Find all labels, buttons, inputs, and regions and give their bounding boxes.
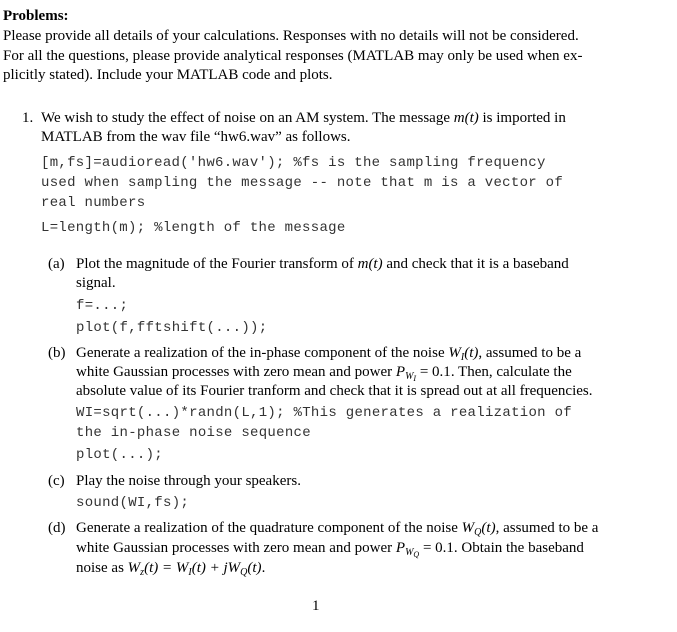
part-b-line-2-end: . Then, calculate the: [450, 364, 572, 380]
part-d-line-2-math: P: [395, 540, 406, 556]
part-b-line-2-subsub: I: [413, 374, 417, 383]
part-b-line-1: [76, 345, 581, 363]
part-a-line-2: signal.: [76, 275, 116, 291]
part-b-line-2: [76, 364, 572, 383]
problem-number: 1.: [22, 110, 34, 126]
part-b-line-2-sub: W: [405, 371, 414, 382]
code-line: [m,fs]=audioread('hw6.wav'); %fs is the sampling frequency: [41, 155, 546, 171]
part-d-line-3-math-end: (t): [247, 560, 262, 576]
problem1-line-1-end: is imported in: [482, 110, 566, 126]
part-d-line-1-math: W: [461, 520, 475, 536]
part-a-line-1-math: m(t): [357, 256, 383, 272]
part-b-line-2-math: P: [395, 364, 406, 380]
intro-line-3: plicitly stated). Include your MATLAB code and plots.: [3, 67, 333, 83]
code-line: real numbers: [41, 195, 146, 211]
part-d-line-1-math-end: (t): [481, 520, 496, 536]
part-b-label: (b): [48, 345, 66, 361]
problem1-line-1-math: m(t): [453, 110, 479, 126]
part-d-line-1-text: Generate a realization of the quadrature component of the noise: [76, 520, 458, 536]
code-line: plot(...);: [76, 447, 164, 463]
part-c-line-1: Play the noise through your speakers.: [76, 473, 301, 489]
part-d-line-2-subsub: Q: [413, 550, 420, 559]
part-d-line-3: [76, 560, 265, 578]
part-a-line-1-text: Plot the magnitude of the Fourier transform of: [76, 256, 354, 272]
part-d-line-2-end: . Obtain the baseband: [453, 540, 584, 556]
part-a-line-1-end: and check that it is a baseband: [386, 256, 569, 272]
part-d-line-3-end: .: [261, 560, 266, 576]
page-number: 1: [312, 598, 320, 614]
intro-line-2: For all the questions, please provide analytical responses (MATLAB may only be used when ex-: [3, 48, 583, 64]
part-d-line-3-math-rest2: (t) + jW: [191, 560, 241, 576]
part-d-line-3-math-rest: (t) = W: [144, 560, 189, 576]
part-d-line-1-end: , assumed to be a: [495, 520, 599, 536]
code-line: sound(WI,fs);: [76, 495, 190, 511]
problem1-line-1-text: We wish to study the effect of noise on an AM system. The message: [41, 110, 450, 126]
code-line: WI=sqrt(...)*randn(L,1); %This generates a realization of: [76, 405, 572, 421]
part-b-line-3: absolute value of its Fourier tranform and check that it is spread out at all frequencies.: [76, 383, 593, 399]
part-d-label: (d): [48, 520, 66, 536]
part-b-line-1-text: Generate a realization of the in-phase component of the noise: [76, 345, 445, 361]
part-d-line-3-sub2: I: [188, 567, 192, 578]
part-a-label: (a): [48, 256, 65, 272]
code-line: the in-phase noise sequence: [76, 425, 311, 441]
part-c-label: (c): [48, 473, 65, 489]
intro-line-1: Please provide all details of your calculations. Responses with no details will not be considered.: [3, 28, 579, 44]
part-d-line-3-sub: z: [140, 567, 145, 578]
part-d-line-1: [76, 520, 598, 538]
part-b-line-1-math: W: [448, 345, 461, 361]
code-line: L=length(m); %length of the message: [41, 220, 346, 236]
part-d-line-2-text: white Gaussian processes with zero mean and power: [76, 540, 393, 556]
part-d-line-1-sub: Q: [474, 527, 482, 538]
problem1-line-1: [41, 110, 566, 127]
part-d-line-3-math: W: [127, 560, 141, 576]
part-a-line-1: [76, 256, 569, 273]
part-b-line-1-end: , assumed to be a: [478, 345, 582, 361]
code-line: plot(f,fftshift(...));: [76, 320, 268, 336]
code-line: f=...;: [76, 298, 129, 314]
part-d-line-3-sub3: Q: [240, 567, 248, 578]
part-b-line-2-eq: = 0.1: [419, 364, 451, 380]
problem1-line-2: MATLAB from the wav file “hw6.wav” as follows.: [41, 129, 351, 145]
part-d-line-2: [76, 540, 584, 559]
part-d-line-2-eq: = 0.1: [422, 540, 454, 556]
part-b-line-1-sub: I: [460, 352, 465, 363]
code-line: used when sampling the message -- note that m is a vector of: [41, 175, 564, 191]
problems-heading: Problems:: [3, 8, 69, 24]
part-b-line-2-text: white Gaussian processes with zero mean and power: [76, 364, 393, 380]
part-b-line-1-math-end: (t): [464, 345, 479, 361]
part-d-line-2-sub: W: [405, 547, 414, 558]
part-d-line-3-text: noise as: [76, 560, 124, 576]
